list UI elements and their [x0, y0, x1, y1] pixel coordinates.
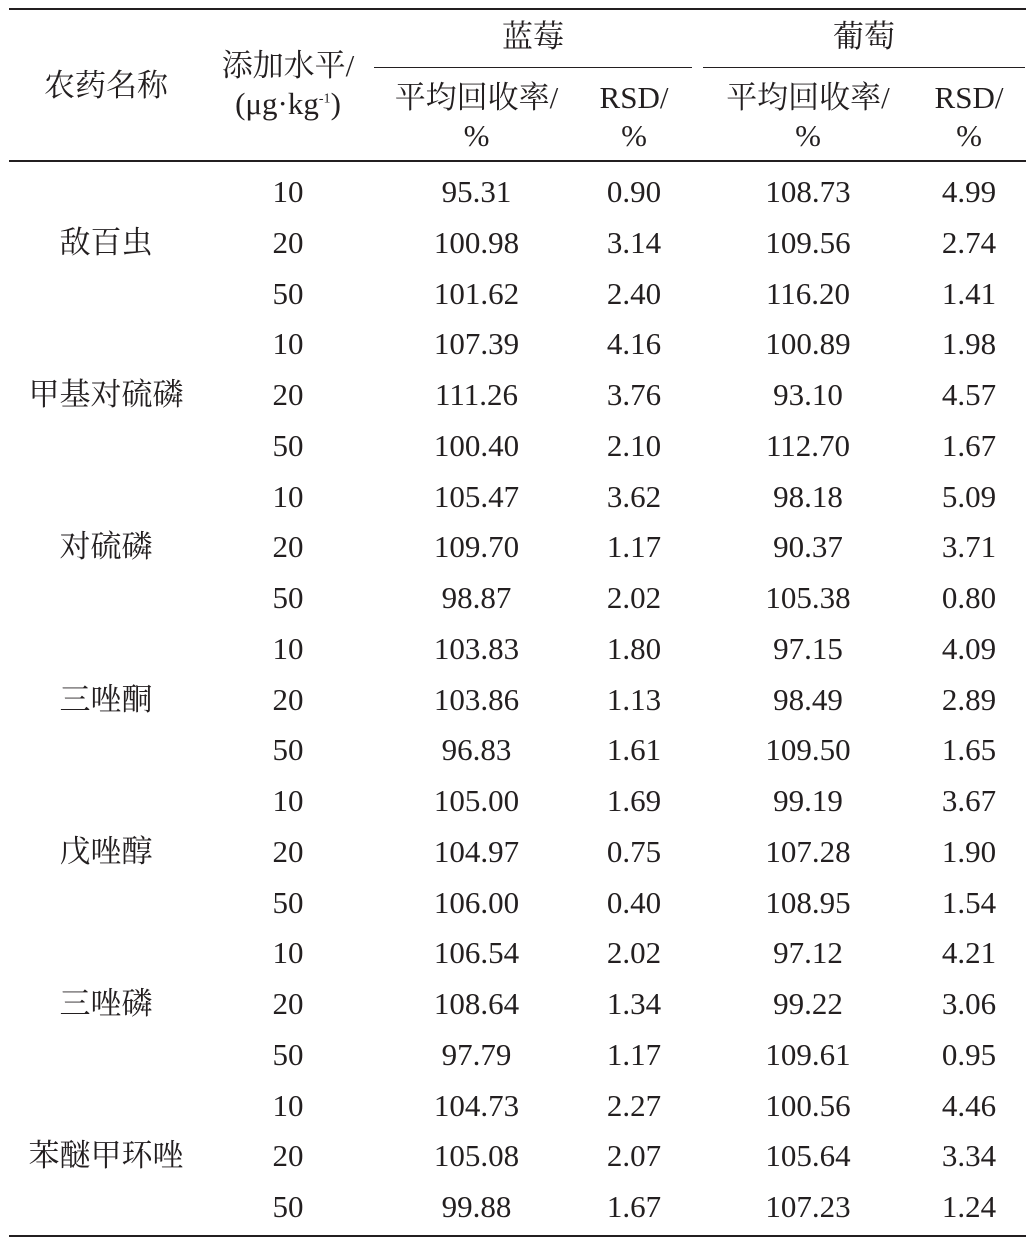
cell-blueberry-rsd: 3.76: [606, 377, 662, 412]
cell-blueberry-rsd: 1.17: [606, 529, 662, 565]
cell-blueberry-avg-recovery: 100.98: [433, 224, 520, 260]
cell-grape-avg-recovery: 93.10: [773, 377, 843, 412]
cell-blueberry-avg-recovery: 104.73: [433, 1087, 520, 1123]
cell-blueberry-rsd: 1.13: [606, 681, 662, 717]
cell-blueberry-rsd: 1.61: [606, 732, 662, 768]
header-gr-avg-line1: 平均回收率/: [726, 80, 890, 115]
cell-grape-avg-recovery: 98.49: [773, 681, 843, 717]
cell-blueberry-avg-recovery: 108.64: [433, 986, 520, 1021]
cell-blueberry-avg-recovery: 106.00: [433, 884, 520, 920]
cell-grape-rsd: 1.67: [941, 427, 997, 463]
cell-grape-avg-recovery: 116.20: [765, 275, 851, 311]
cell-blueberry-avg-recovery: 100.40: [433, 427, 520, 463]
cell-grape-avg-recovery: 100.56: [765, 1087, 851, 1123]
cell-level: 10: [272, 783, 304, 818]
cell-blueberry-avg-recovery: 105.00: [433, 783, 520, 818]
cell-level: 10: [272, 630, 304, 666]
cell-grape-rsd: 0.95: [941, 1036, 997, 1072]
cell-grape-avg-recovery: 109.50: [765, 732, 851, 768]
cell-blueberry-avg-recovery: 99.88: [441, 1189, 512, 1224]
cell-grape-rsd: 4.21: [941, 935, 997, 971]
cell-grape-avg-recovery: 90.37: [773, 529, 843, 565]
header-group-grape: 葡萄: [833, 19, 895, 54]
cell-blueberry-rsd: 1.67: [606, 1189, 662, 1224]
cell-grape-rsd: 4.09: [941, 630, 997, 666]
cell-grape-avg-recovery: 108.73: [765, 174, 851, 209]
cell-blueberry-avg-recovery: 97.79: [441, 1036, 512, 1072]
pesticide-name: 敌百虫: [59, 224, 153, 260]
cell-level: 50: [272, 275, 304, 311]
cell-level: 20: [272, 681, 304, 717]
cell-blueberry-avg-recovery: 109.70: [433, 529, 520, 565]
cell-grape-rsd: 1.41: [941, 275, 997, 311]
cell-blueberry-avg-recovery: 111.26: [435, 377, 518, 412]
cell-blueberry-avg-recovery: 104.97: [433, 833, 520, 869]
cell-grape-rsd: 3.67: [941, 783, 997, 818]
cell-grape-avg-recovery: 109.61: [765, 1036, 851, 1072]
cell-blueberry-rsd: 2.07: [606, 1138, 662, 1174]
cell-blueberry-avg-recovery: 98.87: [441, 580, 512, 615]
cell-grape-avg-recovery: 99.22: [773, 986, 843, 1021]
cell-grape-rsd: 2.74: [941, 224, 997, 260]
cell-blueberry-rsd: 2.02: [606, 580, 662, 615]
cell-level: 20: [272, 224, 304, 260]
cell-blueberry-rsd: 1.80: [606, 630, 662, 666]
header-bb-avg-line1: 平均回收率/: [394, 80, 559, 115]
cell-blueberry-rsd: 2.02: [606, 935, 662, 971]
cell-blueberry-avg-recovery: 103.86: [433, 681, 520, 717]
cell-grape-rsd: 2.89: [941, 681, 997, 717]
cell-grape-rsd: 4.99: [941, 174, 997, 209]
header-bb-rsd-line1: RSD/: [599, 80, 669, 115]
header-bb-avg-line2: %: [463, 118, 490, 153]
cell-grape-avg-recovery: 100.89: [765, 326, 851, 362]
cell-level: 50: [272, 732, 304, 768]
grape-group-rule: [703, 67, 1025, 68]
cell-blueberry-rsd: 3.62: [606, 478, 662, 514]
cell-grape-rsd: 0.80: [941, 580, 997, 615]
cell-grape-avg-recovery: 107.23: [765, 1189, 851, 1224]
blueberry-group-rule: [374, 67, 692, 68]
cell-blueberry-avg-recovery: 107.39: [433, 326, 520, 362]
pesticide-name: 戊唑醇: [59, 833, 153, 869]
bottom-rule: [9, 1235, 1026, 1237]
pesticide-name: 三唑磷: [59, 986, 153, 1021]
cell-grape-avg-recovery: 105.38: [765, 580, 851, 615]
cell-level: 10: [272, 1087, 304, 1123]
cell-grape-rsd: 3.06: [941, 986, 997, 1021]
cell-grape-avg-recovery: 109.56: [765, 224, 851, 260]
cell-level: 10: [272, 935, 304, 971]
cell-blueberry-avg-recovery: 95.31: [441, 174, 512, 209]
cell-blueberry-rsd: 0.90: [606, 174, 662, 209]
cell-blueberry-avg-recovery: 105.47: [433, 478, 520, 514]
header-pesticide: 农药名称: [44, 68, 168, 103]
cell-blueberry-rsd: 0.75: [606, 833, 662, 869]
cell-blueberry-rsd: 1.69: [606, 783, 662, 818]
cell-blueberry-rsd: 2.10: [606, 427, 662, 463]
cell-grape-rsd: 1.90: [941, 833, 997, 869]
pesticide-name: 对硫磷: [59, 529, 153, 565]
cell-blueberry-rsd: 1.34: [606, 986, 662, 1021]
header-bottom-rule: [9, 160, 1026, 162]
cell-level: 50: [272, 1189, 304, 1224]
cell-grape-rsd: 1.98: [941, 326, 997, 362]
header-level-line2: $(\mu g\cdot kg^{-1})$: [235, 86, 341, 121]
cell-blueberry-avg-recovery: 101.62: [433, 275, 520, 311]
header-gr-avg-line2: %: [795, 118, 821, 153]
cell-grape-rsd: 5.09: [941, 478, 997, 514]
top-rule: [9, 8, 1026, 10]
cell-grape-rsd: 3.34: [941, 1138, 997, 1174]
cell-blueberry-rsd: 4.16: [606, 326, 662, 362]
cell-level: 50: [272, 427, 304, 463]
cell-level: 50: [272, 884, 304, 920]
cell-level: 20: [272, 377, 304, 412]
cell-grape-avg-recovery: 98.18: [773, 478, 843, 514]
cell-grape-rsd: 1.54: [941, 884, 997, 920]
cell-level: 20: [272, 1138, 304, 1174]
header-bb-rsd-line2: %: [621, 118, 647, 153]
cell-grape-rsd: 3.71: [941, 529, 997, 565]
cell-grape-avg-recovery: 97.12: [773, 935, 843, 971]
cell-level: 20: [272, 833, 304, 869]
header-gr-rsd-line1: RSD/: [934, 80, 1004, 115]
header-gr-rsd-line2: %: [956, 118, 982, 153]
cell-level: 50: [272, 580, 304, 615]
cell-level: 50: [272, 1036, 304, 1072]
cell-grape-rsd: 1.65: [941, 732, 997, 768]
cell-blueberry-rsd: 2.40: [606, 275, 662, 311]
cell-blueberry-avg-recovery: 96.83: [441, 732, 512, 768]
cell-blueberry-avg-recovery: 106.54: [433, 935, 520, 971]
cell-blueberry-avg-recovery: 105.08: [433, 1138, 520, 1174]
cell-grape-rsd: 4.57: [941, 377, 997, 412]
cell-grape-avg-recovery: 99.19: [773, 783, 843, 818]
header-level-line1: 添加水平/: [221, 48, 355, 83]
cell-level: 10: [272, 326, 304, 362]
cell-blueberry-rsd: 0.40: [606, 884, 662, 920]
pesticide-name: 甲基对硫磷: [28, 377, 184, 412]
pesticide-name: 三唑酮: [59, 681, 153, 717]
cell-blueberry-avg-recovery: 103.83: [433, 630, 520, 666]
cell-level: 20: [272, 986, 304, 1021]
cell-grape-avg-recovery: 97.15: [773, 630, 843, 666]
cell-level: 10: [272, 478, 304, 514]
cell-blueberry-rsd: 1.17: [606, 1036, 662, 1072]
cell-grape-rsd: 1.24: [941, 1189, 997, 1224]
cell-blueberry-rsd: 3.14: [606, 224, 662, 260]
header-group-blueberry: 蓝莓: [502, 19, 564, 54]
cell-grape-rsd: 4.46: [941, 1087, 997, 1123]
cell-level: 10: [272, 174, 304, 209]
cell-level: 20: [272, 529, 304, 565]
cell-blueberry-rsd: 2.27: [606, 1087, 662, 1123]
cell-grape-avg-recovery: 108.95: [765, 884, 851, 920]
cell-grape-avg-recovery: 112.70: [765, 427, 851, 463]
cell-grape-avg-recovery: 105.64: [765, 1138, 851, 1174]
pesticide-name: 苯醚甲环唑: [28, 1138, 184, 1174]
cell-grape-avg-recovery: 107.28: [765, 833, 851, 869]
